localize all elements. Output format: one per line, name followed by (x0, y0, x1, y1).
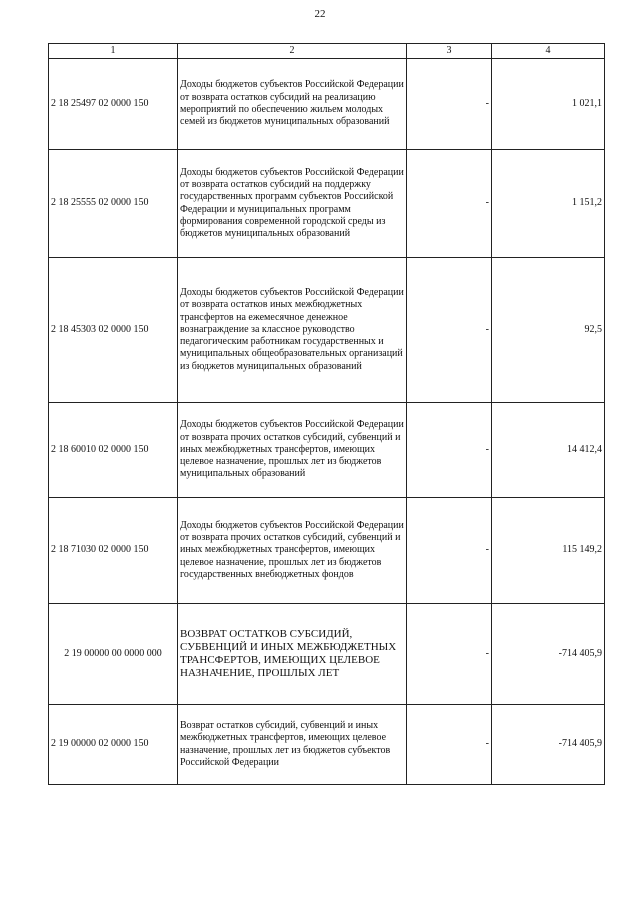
amount-cell: -714 405,9 (492, 604, 605, 705)
amount-cell: 1 021,1 (492, 59, 605, 150)
budget-code-cell: 2 18 45303 02 0000 150 (49, 258, 178, 403)
table-row (49, 705, 605, 785)
column-3-cell: - (407, 705, 492, 785)
description-cell: Доходы бюджетов субъектов Российской Федерации от возврата прочих остатков субсидий, субвенций и иных межбюджетных трансфертов, имеющих целевое назначение, прошлых лет из бюджетов государственных внебюджетных фондов (178, 498, 407, 604)
amount-cell: 115 149,2 (492, 498, 605, 604)
column-number-row (49, 44, 605, 59)
description-cell: Доходы бюджетов субъектов Российской Федерации от возврата остатков субсидий на поддержку государственных программ субъектов Российской Федерации и муниципальных программ формирования современной городской среды из бюджетов муниципальных образований (178, 150, 407, 258)
description-cell: Доходы бюджетов субъектов Российской Федерации от возврата остатков иных межбюджетных трансфертов на ежемесячное денежное вознаграждение за классное руководство педагогическим работникам государственных и муниципальных общеобразовательных организаций из бюджетов муниципальных образований (178, 258, 407, 403)
column-3-cell: - (407, 498, 492, 604)
table-row (49, 258, 605, 403)
amount-cell: 1 151,2 (492, 150, 605, 258)
budget-code-cell: 2 18 60010 02 0000 150 (49, 403, 178, 498)
budget-code-cell: 2 18 25497 02 0000 150 (49, 59, 178, 150)
budget-code-cell: 2 18 25555 02 0000 150 (49, 150, 178, 258)
column-3-cell: - (407, 150, 492, 258)
column-3-cell: - (407, 403, 492, 498)
table-row (49, 403, 605, 498)
table-row (49, 604, 605, 705)
column-header-1: 1 (49, 44, 178, 59)
description-cell: Доходы бюджетов субъектов Российской Федерации от возврата остатков субсидий на реализацию мероприятий по обеспечению жильем молодых семей из бюджетов муниципальных образований (178, 59, 407, 150)
amount-cell: 92,5 (492, 258, 605, 403)
column-header-4: 4 (492, 44, 605, 59)
budget-code-cell: 2 19 00000 00 0000 000 (49, 604, 178, 705)
column-3-cell: - (407, 604, 492, 705)
column-header-2: 2 (178, 44, 407, 59)
amount-cell: 14 412,4 (492, 403, 605, 498)
page-number: 22 (314, 8, 326, 20)
table-row (49, 150, 605, 258)
table-row (49, 498, 605, 604)
description-cell: ВОЗВРАТ ОСТАТКОВ СУБСИДИЙ, СУБВЕНЦИЙ И ИНЫХ МЕЖБЮДЖЕТНЫХ ТРАНСФЕРТОВ, ИМЕЮЩИХ ЦЕЛЕВОЕ НАЗНАЧЕНИЕ, ПРОШЛЫХ ЛЕТ (178, 604, 407, 705)
budget-code-cell: 2 19 00000 02 0000 150 (49, 705, 178, 785)
description-cell: Доходы бюджетов субъектов Российской Федерации от возврата прочих остатков субсидий, субвенций и иных межбюджетных трансфертов, имеющих целевое назначение, прошлых лет из бюджетов муниципальных образований (178, 403, 407, 498)
table-row (49, 59, 605, 150)
description-cell: Возврат остатков субсидий, субвенций и иных межбюджетных трансфертов, имеющих целевое назначение, прошлых лет из бюджетов субъектов Российской Федерации (178, 705, 407, 785)
budget-code-cell: 2 18 71030 02 0000 150 (49, 498, 178, 604)
column-3-cell: - (407, 59, 492, 150)
column-3-cell: - (407, 258, 492, 403)
column-header-3: 3 (407, 44, 492, 59)
budget-revenue-table (48, 43, 605, 785)
amount-cell: -714 405,9 (492, 705, 605, 785)
